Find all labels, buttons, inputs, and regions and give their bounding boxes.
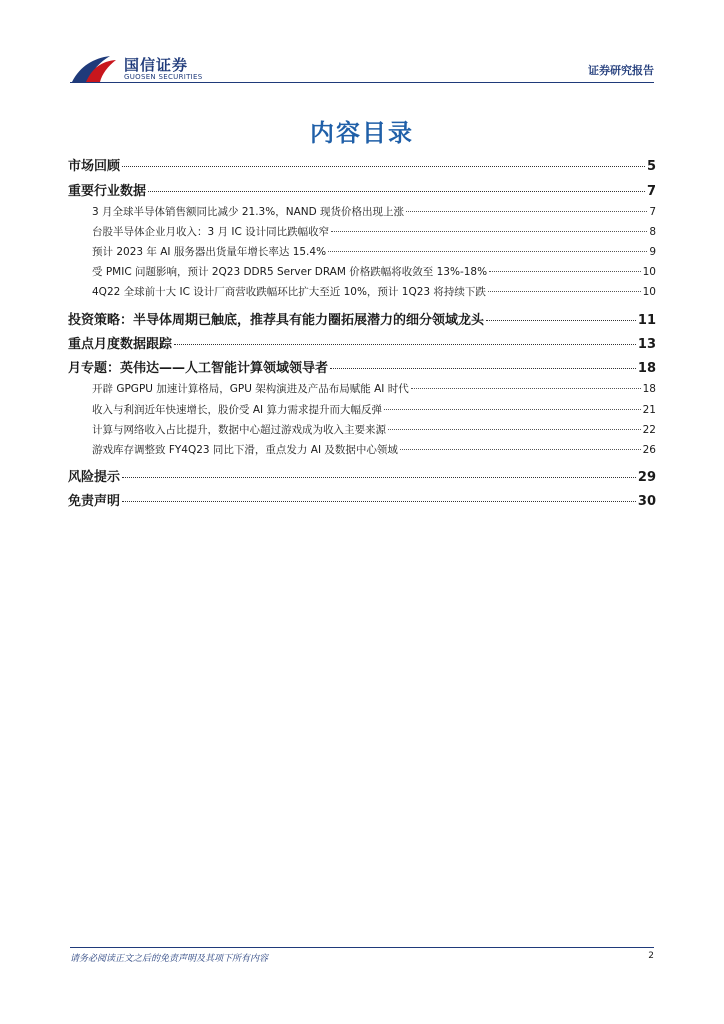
toc-leader-dots	[328, 251, 647, 252]
toc-entry-page: 13	[637, 337, 656, 352]
toc-entry-page: 8	[649, 226, 656, 238]
toc-subentry[interactable]	[92, 204, 656, 219]
toc-entry-page: 10	[642, 286, 656, 298]
toc-entry-label: 受 PMIC 问题影响，预计 2Q23 DDR5 Server DRAM 价格跌幅将收敛至 13%-18%	[92, 266, 488, 278]
logo-english-name: GUOSEN SECURITIES	[124, 73, 203, 81]
toc-entry-label: 市场回顾	[68, 159, 121, 174]
guosen-logo-mark-icon	[70, 52, 120, 86]
toc-entry-label: 4Q22 全球前十大 IC 设计厂商营收跌幅环比扩大至近 10%，预计 1Q23 将持续下跌	[92, 286, 486, 298]
toc-entry-risk-warning[interactable]	[68, 466, 656, 485]
toc-leader-dots	[400, 449, 641, 450]
toc-leader-dots	[489, 271, 641, 272]
toc-entry-label: 开辟 GPGPU 加速计算格局，GPU 架构演进及产品布局赋能 AI 时代	[92, 383, 409, 395]
toc-entry-label: 重点月度数据跟踪	[68, 337, 173, 352]
toc-title: 内容目录	[310, 119, 414, 147]
toc-entry-page: 11	[637, 313, 656, 328]
toc-leader-dots	[330, 368, 636, 369]
toc-entry-page: 10	[642, 266, 656, 278]
toc-entry-page: 7	[649, 206, 656, 218]
toc-subentry[interactable]	[92, 284, 656, 299]
toc-leader-dots	[122, 477, 636, 478]
toc-leader-dots	[486, 320, 636, 321]
toc-entry-page: 29	[637, 470, 656, 485]
toc-entry-label: 免责声明	[68, 494, 121, 509]
report-type-label: 证券研究报告	[588, 64, 654, 77]
toc-leader-dots	[174, 344, 636, 345]
toc-entry-disclaimer[interactable]	[68, 490, 656, 509]
page-number: 2	[648, 951, 654, 961]
toc-entry-label: 游戏库存调整致 FY4Q23 同比下滑，重点发力 AI 及数据中心领域	[92, 444, 398, 456]
toc-subentry[interactable]	[92, 244, 656, 259]
toc-entry-page: 9	[649, 246, 656, 258]
guosen-logo	[70, 52, 210, 86]
toc-entry-page: 30	[637, 494, 656, 509]
toc-subentry[interactable]	[92, 224, 656, 239]
toc-entry-page: 18	[642, 383, 656, 395]
toc-entry-label: 台股半导体企业月收入：3 月 IC 设计同比跌幅收窄	[92, 226, 330, 238]
toc-leader-dots	[488, 291, 641, 292]
toc-entry-investment-strategy[interactable]	[68, 309, 656, 328]
toc-entry-page: 26	[642, 444, 656, 456]
toc-entry-page: 5	[646, 159, 656, 174]
toc-leader-dots	[122, 501, 636, 502]
toc-entry-page: 18	[637, 361, 656, 376]
toc-entry-market-review[interactable]	[68, 155, 656, 174]
toc-entry-label: 收入与利润近年快速增长，股价受 AI 算力需求提升而大幅反弹	[92, 404, 382, 416]
footer-disclaimer-note: 请务必阅读正文之后的免责声明及其项下所有内容	[70, 954, 269, 964]
page-header	[0, 0, 724, 90]
toc-entry-industry-data[interactable]	[68, 180, 656, 199]
toc-entry-label: 风险提示	[68, 470, 121, 485]
toc-leader-dots	[148, 191, 645, 192]
toc-entry-label: 计算与网络收入占比提升，数据中心超过游戏成为收入主要来源	[92, 424, 386, 436]
toc-entry-label: 3 月全球半导体销售额同比减少 21.3%，NAND 现货价格出现上涨	[92, 206, 405, 218]
logo-chinese-name: 国信证券	[124, 56, 189, 74]
toc-entry-monthly-tracking[interactable]	[68, 333, 656, 352]
toc-subentry[interactable]	[92, 381, 656, 396]
toc-leader-dots	[384, 409, 641, 410]
toc-leader-dots	[388, 429, 641, 430]
toc-subentry[interactable]	[92, 442, 656, 457]
toc-entry-page: 21	[642, 404, 656, 416]
toc-subentry[interactable]	[92, 402, 656, 417]
toc-entry-label: 重要行业数据	[68, 184, 147, 199]
header-divider	[70, 82, 654, 83]
toc-entry-page: 22	[642, 424, 656, 436]
toc-entry-label: 投资策略：半导体周期已触底，推荐具有能力圈拓展潜力的细分领域龙头	[68, 313, 485, 328]
toc-leader-dots	[331, 231, 647, 232]
toc-entry-label: 预计 2023 年 AI 服务器出货量年增长率达 15.4%	[92, 246, 327, 258]
toc-entry-page: 7	[646, 184, 656, 199]
toc-subentry[interactable]	[92, 264, 656, 279]
toc-leader-dots	[406, 211, 647, 212]
toc-leader-dots	[122, 166, 645, 167]
toc-leader-dots	[411, 388, 641, 389]
toc-entry-monthly-topic[interactable]	[68, 357, 656, 376]
footer-divider	[70, 947, 654, 948]
toc-subentry[interactable]	[92, 422, 656, 437]
toc-entry-label: 月专题：英伟达——人工智能计算领域领导者	[68, 361, 329, 376]
